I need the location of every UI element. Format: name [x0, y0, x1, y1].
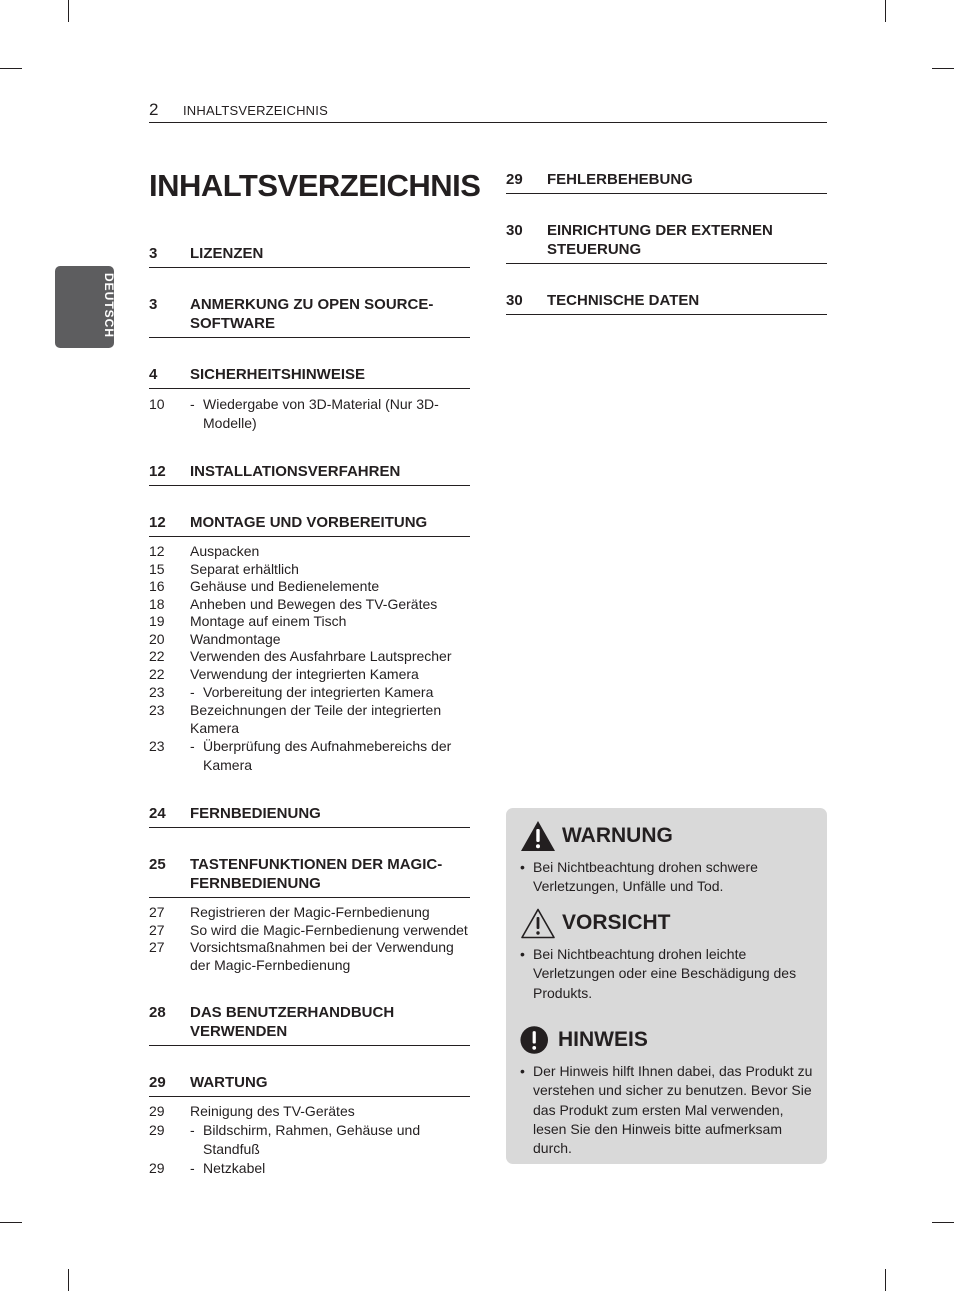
toc-section-title: EINRICHTUNG DER EXTERNEN STEUERUNG	[547, 222, 773, 258]
toc-section-page: 12	[149, 514, 166, 531]
toc-subentry-page: 12	[149, 543, 165, 559]
toc-subentry-page: 18	[149, 595, 165, 612]
toc-section-title: MONTAGE UND VORBEREITUNG	[190, 514, 428, 531]
toc-subentry-text: Wiedergabe von 3D-Material (Nur 3D-Modelle)	[203, 396, 439, 431]
toc-subentry[interactable]	[149, 737, 470, 775]
toc-subentry-page: 15	[149, 560, 165, 577]
toc-subentry[interactable]	[149, 702, 470, 737]
crop-mark	[0, 68, 22, 69]
note-bullet: • Der Hinweis hilft Ihnen dabei, das Produkt zu verstehen und sicher zu benutzen. Bevor Sie das Produkt zum ersten Mal verwenden, lesen Sie den Hinweis bitte aufmerksam durch.	[520, 1063, 813, 1157]
warning-label: WARNUNG	[562, 824, 673, 847]
page-title: INHALTSVERZEICHNIS	[149, 168, 481, 203]
toc-section-title: ANMERKUNG ZU OPEN SOURCE-SOFTWARE	[190, 296, 434, 332]
crop-mark	[0, 1222, 22, 1223]
toc-subentry-page: 16	[149, 578, 165, 594]
toc-section[interactable]	[149, 244, 470, 268]
toc-subentry[interactable]	[149, 543, 470, 561]
caution-bullet: • Bei Nichtbeachtung drohen leichte Verletzungen oder eine Beschädigung des Produkts.	[520, 946, 797, 1001]
toc-subentry-page: 22	[149, 648, 165, 664]
toc-subentry-page: 27	[149, 904, 165, 920]
toc-section-title: SICHERHEITSHINWEISE	[190, 366, 366, 383]
toc-section-title: DAS BENUTZERHANDBUCH VERWENDEN	[190, 1004, 395, 1040]
toc-subentry-text: Separat erhältlich	[190, 560, 299, 577]
toc-section[interactable]	[149, 462, 470, 486]
toc-section[interactable]	[506, 291, 827, 315]
subentry-dash: -	[190, 1159, 195, 1176]
warning-bullet: • Bei Nichtbeachtung drohen schwere Verletzungen, Unfälle und Tod.	[520, 859, 758, 895]
toc-subentry[interactable]	[149, 922, 470, 940]
subentry-dash: -	[190, 738, 195, 754]
page-header	[149, 99, 827, 123]
toc-section[interactable]	[149, 513, 470, 537]
caution-triangle-outline-icon	[520, 907, 556, 939]
toc-subentry-text: Anheben und Bewegen des TV-Gerätes	[190, 595, 438, 612]
note-label: HINWEIS	[558, 1028, 648, 1051]
subentry-dash: -	[190, 684, 195, 700]
toc-subentry-page: 29	[149, 1159, 165, 1176]
toc-subentry-text: So wird die Magic-Fernbedienung verwendet	[190, 921, 468, 938]
crop-mark	[885, 0, 886, 22]
toc-subentry-page: 23	[149, 684, 165, 700]
toc-subentry-page: 10	[149, 396, 165, 412]
toc-section-title: INSTALLATIONSVERFAHREN	[190, 463, 401, 480]
toc-subentry[interactable]	[149, 1103, 470, 1121]
toc-section-page: 30	[506, 292, 523, 309]
warning-triangle-filled-icon	[520, 820, 556, 852]
subentry-dash: -	[190, 1121, 195, 1138]
notice-legend-box	[506, 808, 827, 1164]
toc-right-column	[506, 170, 827, 315]
toc-section-title: FERNBEDIENUNG	[190, 805, 321, 822]
toc-subentry-text: Reinigung des TV-Gerätes	[190, 1103, 355, 1119]
toc-section-page: 3	[149, 245, 158, 262]
toc-section-title: TASTENFUNKTIONEN DER MAGIC-FERNBEDIENUNG	[190, 856, 443, 892]
toc-section-title: FEHLERBEHEBUNG	[547, 171, 693, 188]
toc-section-page: 24	[149, 805, 166, 822]
toc-subentry-page: 29	[149, 1103, 165, 1119]
toc-section[interactable]	[149, 1073, 470, 1097]
toc-subentry-page: 27	[149, 939, 165, 955]
toc-section-page: 29	[149, 1074, 166, 1091]
toc-section-page: 4	[149, 366, 158, 383]
toc-subentry[interactable]	[149, 631, 470, 649]
toc-subentry-page: 23	[149, 738, 165, 754]
toc-subentry[interactable]	[149, 648, 470, 666]
language-tab	[55, 266, 114, 348]
toc-section-title: TECHNISCHE DATEN	[547, 292, 700, 309]
toc-subentry-text: Montage auf einem Tisch	[190, 613, 347, 629]
toc-section[interactable]	[149, 1003, 470, 1046]
toc-section-title: WARTUNG	[190, 1074, 268, 1091]
toc-section-page: 29	[506, 171, 523, 188]
toc-section[interactable]	[149, 804, 470, 828]
crop-mark	[68, 1269, 69, 1291]
toc-section-page: 25	[149, 856, 166, 873]
running-header-title: INHALTSVERZEICHNIS	[183, 103, 328, 118]
toc-section-page: 3	[149, 296, 158, 313]
toc-subentry-page: 27	[149, 921, 165, 938]
warning-notice	[520, 820, 820, 897]
toc-subentry-text: Netzkabel	[203, 1159, 266, 1176]
toc-subentry-text: Bezeichnungen der Teile der integrierten Kamera	[190, 702, 442, 736]
subentry-dash: -	[190, 396, 195, 412]
toc-section-page: 30	[506, 222, 523, 239]
toc-subentry-page: 29	[149, 1121, 165, 1138]
toc-left-column	[149, 244, 470, 1180]
toc-subentry[interactable]	[149, 596, 470, 614]
note-notice	[520, 1024, 820, 1158]
toc-subentry[interactable]	[149, 1159, 470, 1178]
toc-subentry[interactable]	[149, 578, 470, 596]
toc-subentry-text: Verwendung der integrierten Kamera	[190, 665, 419, 682]
toc-subentry-text: Verwenden des Ausfahrbare Lautsprecher	[190, 648, 452, 664]
toc-subentry[interactable]	[149, 561, 470, 579]
crop-mark	[932, 1222, 954, 1223]
toc-subentry[interactable]	[149, 904, 470, 922]
toc-subentry-text: Überprüfung des Aufnahmebereichs der Kamera	[203, 738, 452, 773]
toc-section[interactable]	[149, 295, 470, 338]
toc-subentry[interactable]	[149, 939, 470, 974]
toc-subentry-page: 20	[149, 630, 165, 647]
toc-subentry-page: 23	[149, 702, 165, 718]
language-tab-label: DEUTSCH	[102, 273, 116, 339]
page-number: 2	[149, 100, 159, 119]
crop-mark	[68, 0, 69, 22]
toc-section-page: 28	[149, 1004, 166, 1021]
toc-subentry-text: Registrieren der Magic-Fernbedienung	[190, 904, 430, 920]
caution-label: VORSICHT	[562, 911, 671, 934]
caution-notice	[520, 907, 820, 1003]
toc-subentry[interactable]	[149, 683, 470, 702]
toc-section[interactable]	[506, 170, 827, 194]
toc-section[interactable]	[149, 365, 470, 389]
toc-subentry-text: Auspacken	[190, 543, 260, 559]
toc-subentry-text: Bildschirm, Rahmen, Gehäuse und Standfuß	[203, 1121, 421, 1157]
toc-section[interactable]	[149, 855, 470, 898]
toc-subentry-page: 22	[149, 665, 165, 682]
toc-subentry-page: 19	[149, 613, 165, 629]
toc-subentry[interactable]	[149, 666, 470, 684]
toc-section-page: 12	[149, 463, 166, 480]
toc-subentry-text: Vorsichtsmaßnahmen bei der Verwendung der Magic-Fernbedienung	[190, 939, 454, 973]
toc-section-title: LIZENZEN	[190, 245, 264, 262]
toc-subentry-text: Vorbereitung der integrierten Kamera	[203, 684, 434, 700]
crop-mark	[932, 68, 954, 69]
crop-mark	[885, 1269, 886, 1291]
toc-subentry[interactable]	[149, 1121, 470, 1159]
toc-subentry[interactable]	[149, 613, 470, 631]
note-exclamation-circle-icon	[520, 1024, 552, 1056]
toc-section[interactable]	[506, 221, 827, 264]
toc-subentry-text: Gehäuse und Bedienelemente	[190, 578, 380, 594]
toc-subentry-text: Wandmontage	[190, 630, 281, 647]
toc-subentry[interactable]	[149, 395, 470, 433]
